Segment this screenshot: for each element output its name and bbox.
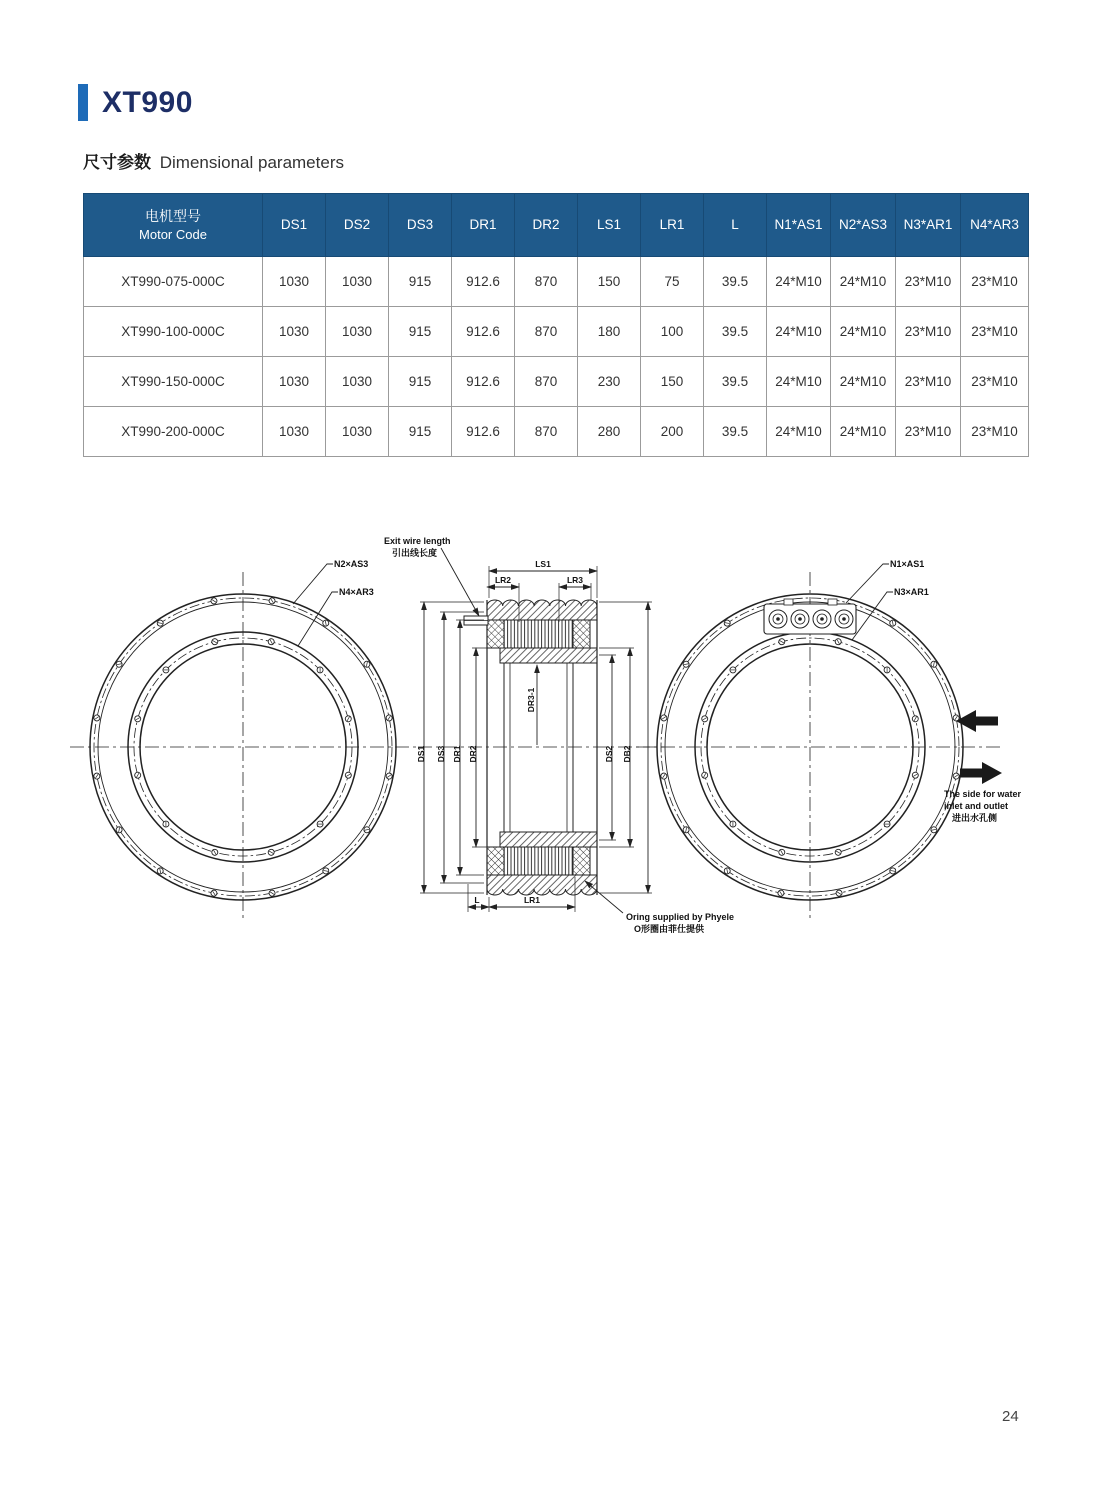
col-header-ds2: DS2 [326,194,389,257]
table-cell: 23*M10 [961,257,1029,307]
table-cell: 24*M10 [831,307,896,357]
table-cell: 870 [515,307,578,357]
col-header-ds1: DS1 [263,194,326,257]
motor-code-cell: XT990-100-000C [84,307,263,357]
table-cell: 1030 [326,307,389,357]
dim-label-lr1: LR1 [523,895,541,905]
table-cell: 1030 [326,357,389,407]
col-header-l: L [704,194,767,257]
table-cell: 1030 [263,307,326,357]
motor-code-header-en: Motor Code [139,226,207,242]
dim-label-dr1: DR1 [452,745,462,763]
subtitle-zh: 尺寸参数 [83,153,151,172]
col-header-dr1: DR1 [452,194,515,257]
table-cell: 23*M10 [896,357,961,407]
col-header-n3ar1: N3*AR1 [896,194,961,257]
rear-inner-holes-label: N3×AR1 [894,587,929,597]
dim-label-ls1: LS1 [535,559,551,569]
table-cell: 23*M10 [961,407,1029,457]
subtitle-en: Dimensional parameters [159,153,344,172]
table-cell: 1030 [326,257,389,307]
table-cell: 23*M10 [896,307,961,357]
table-cell: 39.5 [704,407,767,457]
motor-code-header-zh: 电机型号 [145,207,201,224]
dim-label-l: L [474,895,480,905]
table-cell: 75 [641,257,704,307]
table-cell: 150 [578,257,641,307]
table-cell: 150 [641,357,704,407]
col-header-ds3: DS3 [389,194,452,257]
table-cell: 915 [389,307,452,357]
exit-wire-label-en: Exit wire length [384,536,451,546]
table-cell: 1030 [263,357,326,407]
table-cell: 912.6 [452,257,515,307]
table-cell: 39.5 [704,357,767,407]
table-cell: 180 [578,307,641,357]
motor-code-cell: XT990-200-000C [84,407,263,457]
water-note-line3: 进出水孔侧 [952,813,998,823]
table-cell: 23*M10 [896,407,961,457]
table-cell: 39.5 [704,307,767,357]
table-cell: 24*M10 [767,407,831,457]
table-cell: 100 [641,307,704,357]
table-cell: 230 [578,357,641,407]
table-cell: 23*M10 [961,357,1029,407]
table-cell: 23*M10 [896,257,961,307]
table-cell: 870 [515,357,578,407]
table-cell: 912.6 [452,357,515,407]
connector-block [764,599,856,634]
exit-wire-label-zh: 引出线长度 [392,548,438,558]
dim-label-ds2: DS2 [604,745,614,763]
dim-label-db2: DB2 [622,745,632,763]
table-cell: 912.6 [452,307,515,357]
col-header-ls1: LS1 [578,194,641,257]
table-cell: 915 [389,357,452,407]
dim-label-ds1: DS1 [416,745,426,763]
front-outer-holes-label: N2×AS3 [334,559,369,569]
table-cell: 915 [389,257,452,307]
table-cell: 870 [515,407,578,457]
water-outlet-arrow-icon [960,762,1002,784]
dim-label-dr2: DR2 [468,745,478,763]
table-cell: 280 [578,407,641,457]
table-cell: 200 [641,407,704,457]
front-view [70,564,416,922]
table-cell: 912.6 [452,407,515,457]
table-cell: 24*M10 [767,357,831,407]
col-header-dr2: DR2 [515,194,578,257]
dim-label-center-bore: DR3-1 [526,687,536,713]
table-cell: 23*M10 [961,307,1029,357]
table-cell: 24*M10 [831,407,896,457]
table-cell: 24*M10 [767,307,831,357]
water-note-line1: The side for water [944,789,1022,799]
dim-label-lr3: LR3 [566,575,584,585]
section-view [418,548,664,913]
motor-code-cell: XT990-075-000C [84,257,263,307]
page-number: 24 [1002,1408,1019,1425]
table-cell: 24*M10 [831,257,896,307]
col-header-n1as1: N1*AS1 [767,194,831,257]
page-title: XT990 [102,85,193,119]
table-cell: 24*M10 [831,357,896,407]
col-header-lr1: LR1 [641,194,704,257]
table-cell: 1030 [326,407,389,457]
table-cell: 24*M10 [767,257,831,307]
col-header-n4ar3: N4*AR3 [961,194,1029,257]
front-inner-holes-label: N4×AR3 [339,587,374,597]
oring-note-zh: O形圈由菲仕提供 [634,924,705,934]
table-cell: 915 [389,407,452,457]
dim-label-lr2: LR2 [494,575,512,585]
table-cell: 1030 [263,407,326,457]
rear-view [636,564,1002,922]
rear-outer-holes-label: N1×AS1 [890,559,925,569]
motor-code-cell: XT990-150-000C [84,357,263,407]
oring-note-en: Oring supplied by Phyele [626,912,735,922]
table-cell: 1030 [263,257,326,307]
col-header-n2as3: N2*AS3 [831,194,896,257]
dim-label-ds3: DS3 [436,745,446,763]
table-cell: 39.5 [704,257,767,307]
water-note-line2: inlet and outlet [944,801,1008,811]
table-cell: 870 [515,257,578,307]
